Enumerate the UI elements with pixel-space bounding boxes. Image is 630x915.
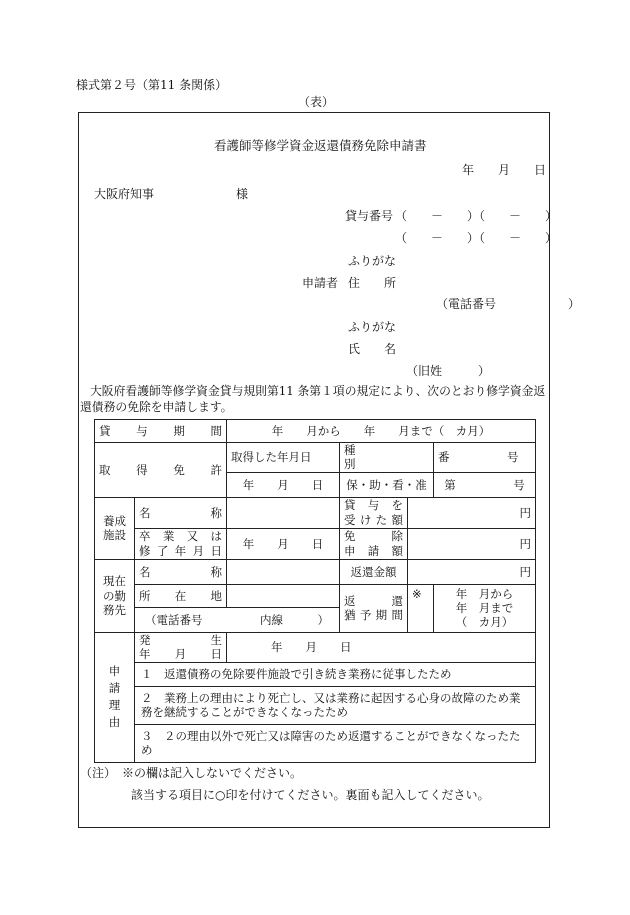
occurrence-row [95, 632, 536, 662]
repaid-amount-value[interactable]: 円 [408, 559, 536, 584]
training-facility-label: 養成 施設 [95, 497, 135, 559]
workplace-location-row [95, 584, 536, 607]
reason-option-2[interactable]: ２ 業務上の理由により死亡し、又は業務に起因する心身の故障のため業務を継続することができなくなったため [135, 686, 536, 724]
addressee-name: 大阪府知事 [94, 187, 155, 201]
workplace-location-value[interactable] [227, 584, 340, 607]
loan-number-label: 貸与番号 [345, 209, 394, 223]
graduation-date-value[interactable]: 年 月 日 [227, 528, 340, 559]
deferral-period-value: 年 月から 年 月まで （ カ月） [434, 584, 536, 632]
statement-line-1: 大阪府看護師等修学資金貸与規則第11 条第１項の規定により、次のとおり修学資金返 [90, 384, 546, 398]
workplace-name-value[interactable] [227, 559, 340, 584]
form-number: 様式第２号（第11 条関係） [76, 78, 228, 92]
address-label: 住 所 [348, 276, 397, 290]
workplace-phone-value[interactable]: （電話番号 内線 ） [135, 607, 340, 632]
loan-number-line1: （ － ）（ － ） [395, 209, 558, 223]
loan-period-value: 年 月から 年 月まで（ カ月） [227, 420, 536, 443]
loan-amount-value[interactable]: 円 [408, 497, 536, 528]
applicant-label: 申請者 [302, 276, 339, 290]
workplace-name-row [95, 559, 536, 584]
application-table [94, 419, 536, 763]
training-name-row [95, 497, 536, 528]
license-date-value: 年 月 日 [227, 472, 340, 497]
addressee-honorific: 様 [236, 187, 249, 201]
statement-line-2: 還債務の免除を申請します。 [80, 400, 233, 414]
reason-option-1[interactable]: １ 返還債務の免除要件施設で引き続き業務に従事したため [135, 662, 536, 686]
deferral-period-label: 返 還 猶予期間 [340, 584, 408, 632]
license-label: 取得免許 [95, 443, 227, 498]
license-type-value: 保・助・看・准 [340, 472, 434, 497]
license-number-header: 番 号 [434, 443, 536, 473]
reason-row-1 [95, 662, 536, 686]
graduation-row [95, 528, 536, 559]
occurrence-date-value[interactable]: 年 月 日 [227, 632, 536, 662]
former-name: （旧姓 ） [406, 364, 491, 378]
loan-period-row [95, 420, 536, 443]
training-name-label: 名 称 [135, 497, 227, 528]
training-name-value[interactable] [227, 497, 340, 528]
reason-row-2 [95, 686, 536, 724]
application-date: 年 月 日 [462, 163, 547, 177]
document-title: 看護師等修学資金返還債務免除申請書 [214, 138, 427, 153]
loan-period-label: 貸与期間 [95, 420, 227, 443]
license-header-row [95, 443, 536, 473]
current-workplace-label: 現在 の勤 務先 [95, 559, 135, 632]
page-side-label: （表） [298, 95, 335, 109]
exemption-amount-value[interactable]: 円 [408, 528, 536, 559]
deferral-mark: ※ [408, 584, 434, 632]
note-line-1: （注） ※の欄は記入しないでください。 [80, 766, 303, 780]
name-label: 氏 名 [348, 342, 397, 356]
application-reason-label: 申 請 理 由 [95, 632, 135, 762]
phone-number: （電話番号 ） [436, 297, 581, 311]
reason-option-3[interactable]: ３ ２の理由以外で死亡又は障害のため返還することができなくなったため [135, 724, 536, 762]
workplace-name-label: 名 称 [135, 559, 227, 584]
graduation-label: 卒業又は 修了年月日 [135, 528, 227, 559]
license-date-header: 取得した年月日 [227, 443, 340, 473]
furigana-address: ふりがな [348, 254, 397, 268]
exemption-amount-label: 免 除 申請額 [340, 528, 408, 559]
license-type-header: 種 別 [340, 443, 434, 473]
reason-row-3 [95, 724, 536, 762]
furigana-name: ふりがな [348, 320, 397, 334]
occurrence-date-label: 発 生 年 月 日 [135, 632, 227, 662]
repaid-amount-label: 返還金額 [340, 559, 408, 584]
note-line-2: 該当する項目に○印を付けてください。裏面も記入してください。 [131, 788, 490, 802]
loan-amount-label: 貸 与 を 受けた額 [340, 497, 408, 528]
license-number-value: 第 号 [434, 472, 536, 497]
workplace-location-label: 所 在 地 [135, 584, 227, 607]
loan-number-line2: （ － ）（ － ） [395, 231, 558, 245]
